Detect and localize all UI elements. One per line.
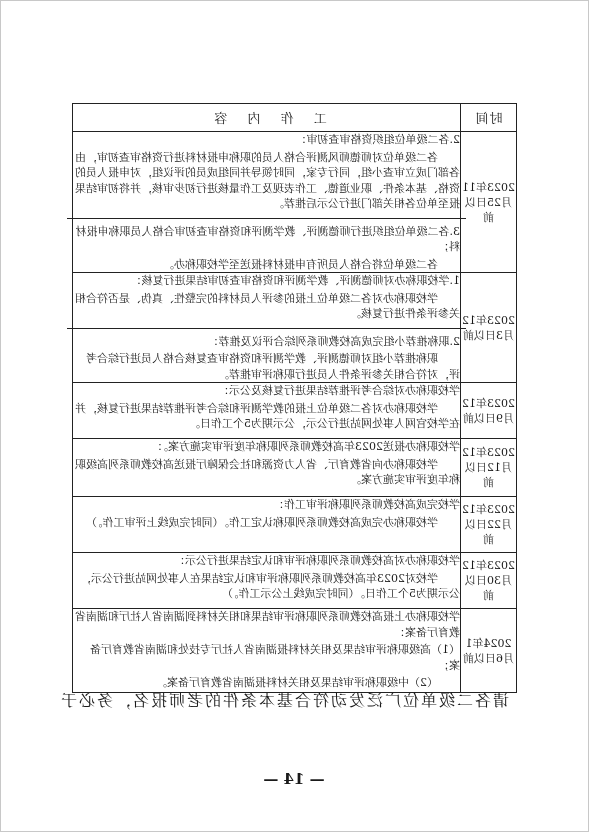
item-title: 学校职称办报送2023年高校教师系列职称年度评审实施方案。： [151,440,460,453]
item-title: 2.职称推荐小组完成高校教师系列综合评议及推荐： [207,334,460,348]
item-body: 学校职称办对各二级单位上报的参评人员材料的完整性、真伪、是否符合相关参评条件进行复核。 [75,291,460,320]
row-subsection [67,218,466,273]
header-time: 时间 [461,104,517,132]
item-title: 学校职称办对综合考评推荐结果进行复核及公示： [218,384,460,397]
table-row [73,273,517,383]
item-body: 各二级单位将合格人员所有申报材料报送至学校职称办。 [163,257,438,271]
item-body: 学校职称办完成高校教师系列职称认定工作。（同时完成线上评审工作。） [86,515,438,529]
page-number: — 14 — [263,770,325,788]
item-body: 职称推荐小组对师德测评、教学测评和资格审查复核合格人员进行综合考评，对符合相关参评条件人员进行职称评审推荐。 [86,352,460,381]
row-content [73,609,461,693]
row-time: 2024年1月6日以前 [461,609,517,693]
table-header-row [73,104,517,132]
item-body: 各二级单位对师德师风测评合格人员的职称申报材料进行资格审查初审，由各部门成立审查小组，同行专家，同时领导并同组成员的评议组，对申报人员的资格、基本条件、职业道德、工作表现及工作量核进行初步审核，并将初审结果报至单位各相关部门进行公示后推荐。 [75,150,460,210]
footer-paragraph: 请各二级单位广泛发动符合基本条件的老师报名，务必于 [58,691,509,710]
row-time: 2023年12月9日以前 [461,383,517,439]
table-row [73,132,517,273]
row-content [73,439,461,497]
row-time: 2023年11月25日以前 [461,132,517,273]
row-time: 2023年12月3日以前 [461,273,517,383]
header-content: 工 作 内 容 [73,104,461,132]
row-time: 2023年12月30日以前 [461,553,517,609]
schedule-table [72,103,517,693]
item-body-2: （2）中级职称评审结果及相关材料报湖南省教育厅备案。 [156,676,438,689]
row-subsection [67,328,466,383]
row-content [73,273,461,383]
item-title: 学校完成高校教师系列职称评审工作： [273,498,460,511]
table-row [73,439,517,497]
table-row [73,609,517,693]
row-time: 2023年12月22日以前 [461,497,517,553]
item-body: 学校职称办向省教育厅、省人力资源和社会保障厅报送高校教师系列高级职称年度评审实施方案。 [75,457,460,486]
row-content [73,497,461,553]
table-row [73,553,517,609]
item-body: 学校对2023年高校教师系列职称评审和认定结果在人事处网站进行公示，公示期为5个工作日。（同时完成线上公示工作。） [80,571,460,600]
item-title: 2.各二级单位组织资格审查初审： [295,133,460,146]
item-title: 学校职称办上报高校教师系列职称评审结果和相关材料到湖南省人社厅和湖南省教育厅备案： [75,610,460,639]
item-body: （1）高级职称评审结果及相关材料报湖南省人社厅专技处和湖南省教育厅备案； [90,643,460,672]
item-title: 3.各二级单位组织进行师德测评、教学测评和资格审查初审合格人员职称申报材料； [75,224,460,253]
row-content [73,383,461,439]
item-title: 学校职称办对高校教师系列职称评审和认定结果进行公示： [174,554,460,567]
row-content [73,132,461,273]
item-body: 学校职称办对各二级单位上报的教学测评和综合考评推荐结果进行复核，并在学校官网人事处网站进行公示，公示期为5个工作日。 [75,401,460,430]
table-row [73,497,517,553]
table-row [73,383,517,439]
row-content [73,553,461,609]
item-title: 1.学校职称办对师德测评、教学测评和资格审查初审结果进行复核： [130,274,460,287]
row-time: 2023年12月12日以前 [461,439,517,497]
